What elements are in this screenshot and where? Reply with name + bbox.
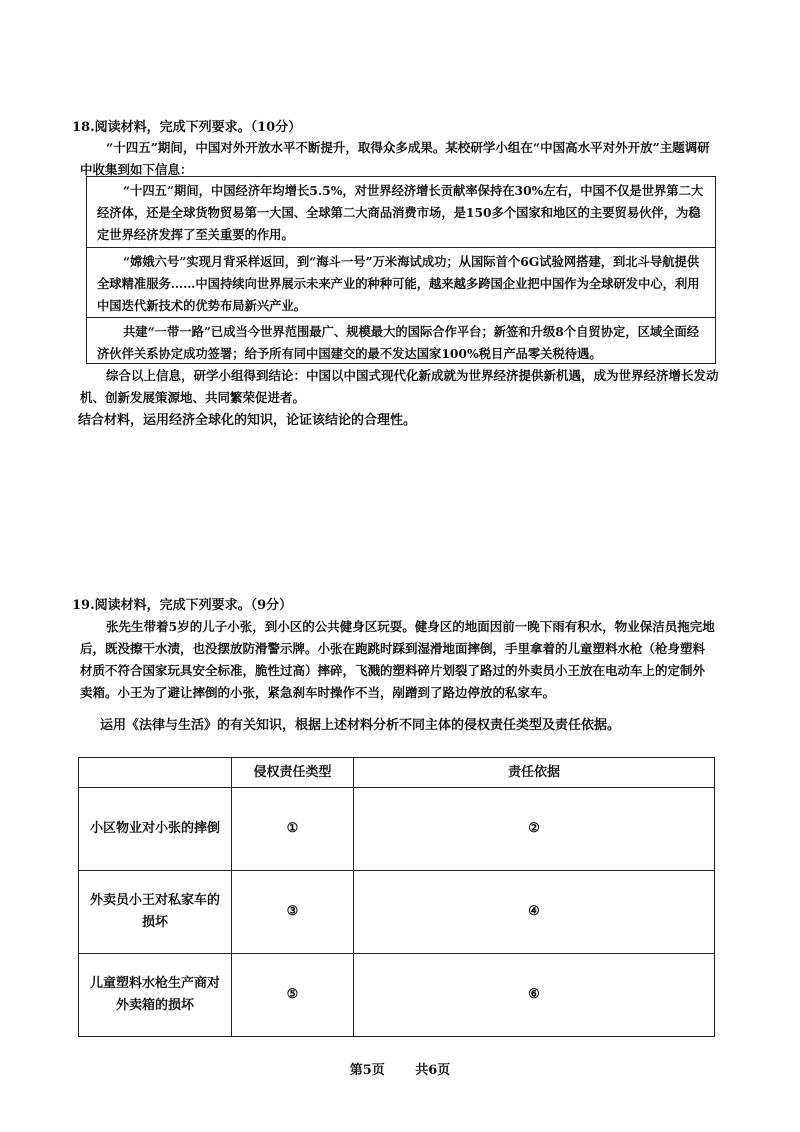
table-header-cell: 责任依据 bbox=[354, 758, 715, 788]
table-row bbox=[79, 871, 715, 954]
subject-cell: 小区物业对小张的摔倒 bbox=[79, 788, 232, 871]
answer-blank: ① bbox=[232, 788, 354, 871]
question-19-material: 张先生带着5岁的儿子小张，到小区的公共健身区玩耍。健身区的地面因前一晚下雨有积水，物业保洁员拖完地后，既没擦干水渍，也没摆放防滑警示牌。小张在跑跳时踩到湿滑地面摔倒，手里拿着的儿童塑料水枪（枪身塑料材质不符合国家玩具安全标准，脆性过高）摔碎，飞溅的塑料碎片划裂了路过的外卖员小王放在电动车上的定制外卖箱。小王为了避让摔倒的小张，紧急刹车时操作不当，剐蹭到了路边停放的私家车。 bbox=[80, 619, 715, 700]
material-item: “嫦娥六号”实现月背采样返回，到“海斗一号”万米海试成功；从国际首个6G试验网搭建，到北斗导航提供全球精准服务……中国持续向世界展示未来产业的种种可能，越来越多跨国企业把中国作为全球研发中心，利用中国迭代新技术的优势布局新兴产业。 bbox=[87, 247, 715, 317]
material-item: 共建“一带一路”已成当今世界范围最广、规模最大的国际合作平台；新签和升级8个自贸协定，区域全面经济伙伴关系协定成功签署；给予所有同中国建交的最不发达国家100%税目产品零关税待遇。 bbox=[87, 317, 715, 363]
table-row bbox=[79, 954, 715, 1037]
subject-cell: 儿童塑料水枪生产商对外卖箱的损坏 bbox=[79, 954, 232, 1037]
answer-blank: ⑥ bbox=[354, 954, 715, 1037]
table-row bbox=[79, 788, 715, 871]
table-header-row bbox=[79, 758, 715, 788]
subject-cell: 外卖员小王对私家车的损坏 bbox=[79, 871, 232, 954]
table-header-cell bbox=[79, 758, 232, 788]
question-18-title: 18.阅读材料，完成下列要求。（10分） bbox=[72, 120, 302, 135]
material-item: “十四五”期间，中国经济年均增长5.5%，对世界经济增长贡献率保持在30%左右，中国不仅是世界第二大经济体，还是全球货物贸易第一大国、全球第二大商品消费市场，是150多个国家和地区的主要贸易伙伴，为稳定世界经济发挥了至关重要的作用。 bbox=[97, 183, 704, 242]
material-box bbox=[86, 176, 716, 364]
responsibility-table bbox=[78, 757, 715, 1037]
question-18-conclusion: 综合以上信息，研学小组得到结论：中国以中国式现代化新成就为世界经济提供新机遇，成为世界经济增长发动机、创新发展策源地、共同繁荣促进者。 bbox=[80, 368, 719, 405]
table-header-cell: 侵权责任类型 bbox=[232, 758, 354, 788]
question-18-intro: “十四五”期间，中国对外开放水平不断提升，取得众多成果。某校研学小组在“中国高水平对外开放”主题调研中收集到如下信息： bbox=[80, 140, 710, 177]
question-18-task: 结合材料，运用经济全球化的知识，论证该结论的合理性。 bbox=[78, 413, 417, 428]
question-19-task: 运用《法律与生活》的有关知识，根据上述材料分析不同主体的侵权责任类型及责任依据。 bbox=[100, 718, 621, 733]
answer-blank: ③ bbox=[232, 871, 354, 954]
page-footer bbox=[0, 1059, 800, 1078]
question-19-title: 19.阅读材料，完成下列要求。（9分） bbox=[72, 598, 293, 613]
answer-blank: ⑤ bbox=[232, 954, 354, 1037]
answer-blank: ② bbox=[354, 788, 715, 871]
page-number: 第5页 bbox=[349, 1063, 385, 1078]
answer-blank: ④ bbox=[354, 871, 715, 954]
page-total: 共6页 bbox=[415, 1063, 451, 1078]
